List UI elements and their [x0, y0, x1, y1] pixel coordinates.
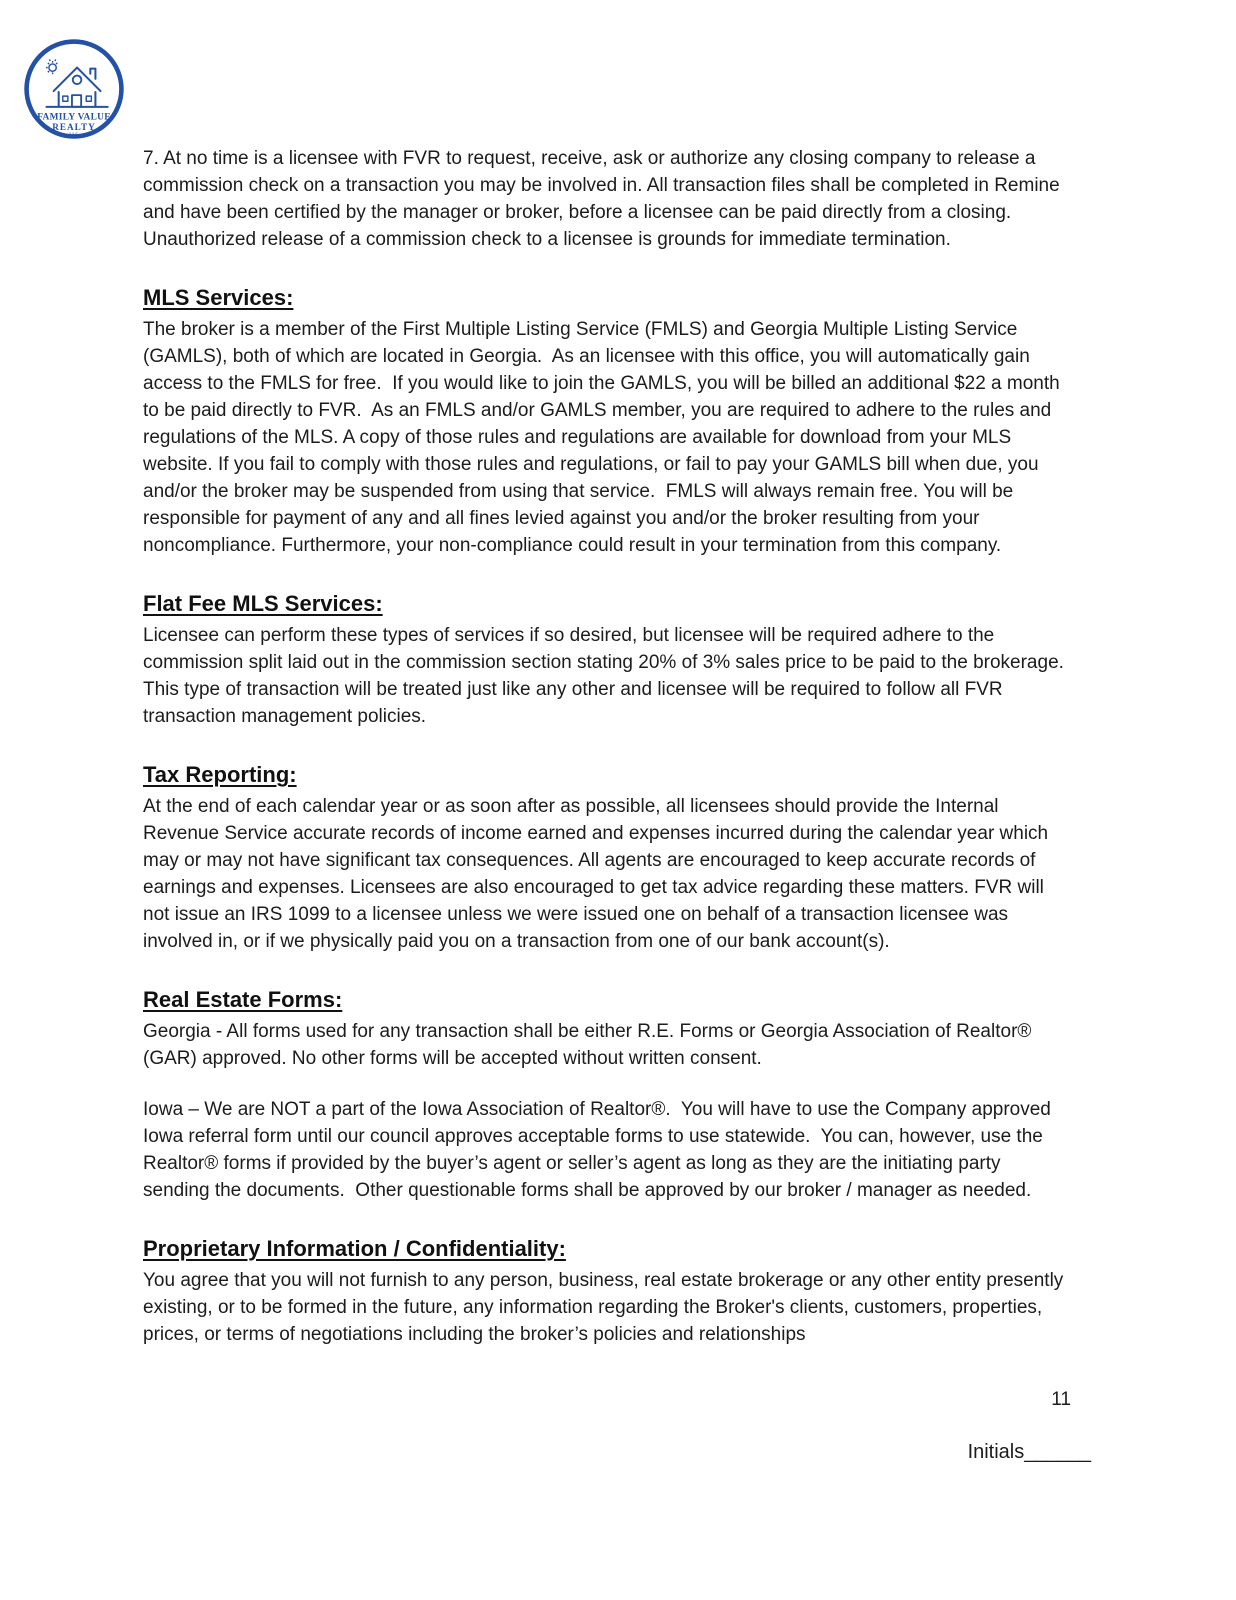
section-proprietary-confidentiality [143, 1234, 1071, 1348]
logo-sun-icon [46, 59, 57, 74]
section-heading: Tax Reporting: [143, 762, 297, 787]
section-mls-services [143, 283, 1071, 559]
section-real-estate-forms [143, 985, 1071, 1204]
section-heading: Flat Fee MLS Services: [143, 591, 383, 616]
section-paragraph: Licensee can perform these types of services if so desired, but licensee will be required adhere to the commission split laid out in the commission section stating 20% of 3% sales price to be paid to the brokerage. This type of transaction will be treated just like any other and licensee will be required to follow all FVR transaction management policies. [143, 625, 1069, 727]
company-logo [23, 38, 125, 140]
section-paragraph: You agree that you will not furnish to any person, business, real estate brokerage or any other entity presently existing, or to be formed in the future, any information regarding the Broker's clients, customers, properties, prices, or terms of negotiations including the broker’s policies and relationships [143, 1270, 1069, 1345]
logo-house-icon [46, 68, 107, 107]
logo-text-line2: REALTY [52, 121, 96, 132]
section-paragraph: Georgia - All forms used for any transaction shall be either R.E. Forms or Georgia Association of Realtor® (GAR) approved. No other forms will be accepted without written consent. [143, 1021, 1037, 1069]
initials-line: Initials______ [967, 1441, 1091, 1463]
section-heading: MLS Services: [143, 285, 294, 310]
section-paragraph: The broker is a member of the First Multiple Listing Service (FMLS) and Georgia Multiple Listing Service (GAMLS), both of which are located in Georgia. As an licensee with this office, you will automatically gain access to the FMLS for free. If you would like to join the GAMLS, you will be billed an additional $22 a month to be paid directly to FVR. As an FMLS and/or GAMLS member, you are required to adhere to the rules and regulations of the MLS. A copy of those rules and regulations are available for download from your MLS website. If you fail to comply with those rules and regulations, or fail to pay your GAMLS bill when due, you and/or the broker may be suspended from using that service. FMLS will always remain free. You will be responsible for payment of any and all fines levied against you and/or the broker resulting from your noncompliance. Furthermore, your non-compliance could result in your termination from this company. [143, 319, 1065, 556]
section-tax-reporting [143, 760, 1071, 955]
section-flat-fee-mls-services [143, 589, 1071, 730]
section-paragraph: Iowa – We are NOT a part of the Iowa Association of Realtor®. You will have to use the Company approved Iowa referral form until our council approves acceptable forms to use statewide. You can, however, use the Realtor® forms if provided by the buyer’s agent or seller’s agent as long as they are the initiating party sending the documents. Other questionable forms shall be approved by our broker / manager as needed. [143, 1099, 1057, 1201]
logo-text-line1: FAMILY VALUE [37, 112, 111, 123]
section-heading: Real Estate Forms: [143, 987, 343, 1012]
page-number: 11 [1051, 1389, 1071, 1410]
section-paragraph: At the end of each calendar year or as soon after as possible, all licensees should provide the Internal Revenue Service accurate records of income earned and expenses incurred during the calendar year which may or may not have significant tax consequences. All agents are encouraged to keep accurate records of earnings and expenses. Licensees are also encouraged to get tax advice regarding these matters. FVR will not issue an IRS 1099 to a licensee unless we were issued one on behalf of a transaction licensee was involved in, or if we physically paid you on a transaction from one of our bank account(s). [143, 796, 1054, 952]
document-body [143, 145, 1091, 1466]
intro-paragraph: 7. At no time is a licensee with FVR to request, receive, ask or authorize any closing company to release a commission check on a transaction you may be involved in. All transaction files shall be completed in Remine and have been certified by the manager or broker, before a licensee can be paid directly from a closing. Unauthorized release of a commission check to a licensee is grounds for immediate termination. [143, 148, 1065, 250]
section-heading: Proprietary Information / Confidentiality: [143, 1236, 566, 1261]
logo-text-line3: LLC [69, 132, 79, 137]
